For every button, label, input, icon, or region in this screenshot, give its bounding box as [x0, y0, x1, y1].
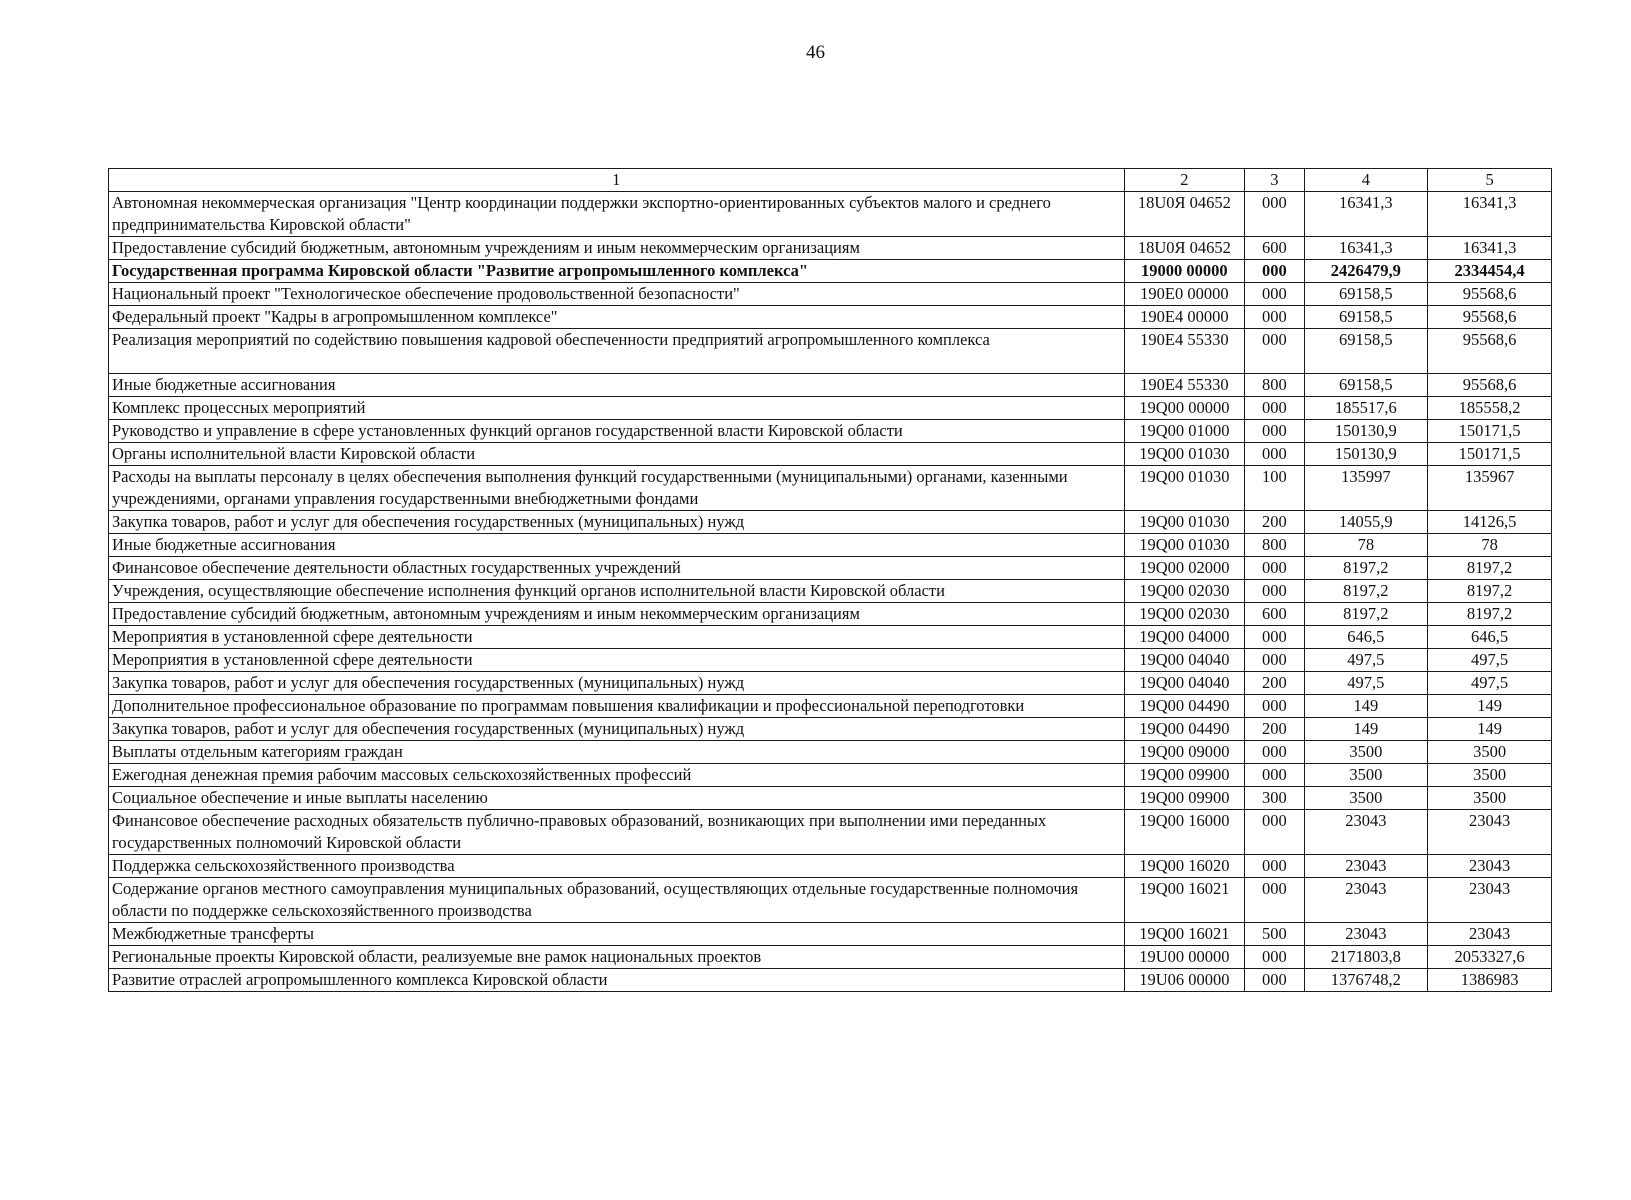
cell-expense-type: 000 — [1245, 420, 1304, 443]
cell-value-2: 23043 — [1428, 878, 1552, 923]
cell-expense-type: 600 — [1245, 603, 1304, 626]
cell-expense-type: 300 — [1245, 787, 1304, 810]
cell-name: Межбюджетные трансферты — [109, 923, 1125, 946]
cell-name: Содержание органов местного самоуправления муниципальных образований, осуществляющих отдельные государственные полномочия области по поддержке сельскохозяйственного производства — [109, 878, 1125, 923]
cell-value-2: 3500 — [1428, 741, 1552, 764]
table-body — [109, 192, 1552, 992]
cell-name: Иные бюджетные ассигнования — [109, 374, 1125, 397]
cell-code: 19Q00 09900 — [1124, 764, 1245, 787]
cell-expense-type: 800 — [1245, 534, 1304, 557]
cell-value-2: 646,5 — [1428, 626, 1552, 649]
table-row — [109, 420, 1552, 443]
cell-expense-type: 000 — [1245, 329, 1304, 374]
cell-value-1: 135997 — [1304, 466, 1428, 511]
cell-code: 190E4 55330 — [1124, 374, 1245, 397]
cell-name: Выплаты отдельным категориям граждан — [109, 741, 1125, 764]
cell-value-2: 1386983 — [1428, 969, 1552, 992]
table-row — [109, 260, 1552, 283]
cell-name: Региональные проекты Кировской области, реализуемые вне рамок национальных проектов — [109, 946, 1125, 969]
cell-value-1: 23043 — [1304, 878, 1428, 923]
cell-code: 19Q00 04000 — [1124, 626, 1245, 649]
cell-value-2: 149 — [1428, 695, 1552, 718]
cell-expense-type: 000 — [1245, 695, 1304, 718]
cell-value-1: 69158,5 — [1304, 374, 1428, 397]
cell-name: Мероприятия в установленной сфере деятельности — [109, 649, 1125, 672]
table-row — [109, 672, 1552, 695]
cell-value-1: 23043 — [1304, 810, 1428, 855]
cell-value-2: 16341,3 — [1428, 192, 1552, 237]
cell-value-2: 150171,5 — [1428, 443, 1552, 466]
cell-name: Предоставление субсидий бюджетным, автономным учреждениям и иным некоммерческим организациям — [109, 603, 1125, 626]
cell-value-2: 23043 — [1428, 923, 1552, 946]
cell-name: Финансовое обеспечение расходных обязательств публично-правовых образований, возникающих при выполнении ими переданных государственных полномочий Кировской области — [109, 810, 1125, 855]
cell-name: Национальный проект "Технологическое обеспечение продовольственной безопасности" — [109, 283, 1125, 306]
table-row — [109, 878, 1552, 923]
cell-value-1: 646,5 — [1304, 626, 1428, 649]
table-row — [109, 511, 1552, 534]
cell-expense-type: 000 — [1245, 649, 1304, 672]
table-row — [109, 534, 1552, 557]
cell-code: 190E0 00000 — [1124, 283, 1245, 306]
cell-name: Ежегодная денежная премия рабочим массовых сельскохозяйственных профессий — [109, 764, 1125, 787]
cell-value-1: 150130,9 — [1304, 420, 1428, 443]
table-row — [109, 374, 1552, 397]
cell-value-1: 497,5 — [1304, 672, 1428, 695]
column-header-value-2: 5 — [1428, 169, 1552, 192]
cell-name: Социальное обеспечение и иные выплаты населению — [109, 787, 1125, 810]
cell-expense-type: 500 — [1245, 923, 1304, 946]
cell-expense-type: 000 — [1245, 855, 1304, 878]
table-row — [109, 443, 1552, 466]
table-row — [109, 466, 1552, 511]
cell-code: 19Q00 09000 — [1124, 741, 1245, 764]
cell-value-2: 95568,6 — [1428, 374, 1552, 397]
cell-code: 19Q00 04490 — [1124, 695, 1245, 718]
cell-expense-type: 600 — [1245, 237, 1304, 260]
cell-name: Расходы на выплаты персоналу в целях обеспечения выполнения функций государственными (муниципальными) органами, казенными учреждениями, органами управления государственными внебюджетными фондами — [109, 466, 1125, 511]
cell-value-1: 3500 — [1304, 764, 1428, 787]
table-row — [109, 764, 1552, 787]
cell-name: Комплекс процессных мероприятий — [109, 397, 1125, 420]
cell-expense-type: 800 — [1245, 374, 1304, 397]
cell-code: 190E4 00000 — [1124, 306, 1245, 329]
cell-expense-type: 000 — [1245, 557, 1304, 580]
cell-value-1: 8197,2 — [1304, 603, 1428, 626]
cell-expense-type: 000 — [1245, 878, 1304, 923]
cell-name: Иные бюджетные ассигнования — [109, 534, 1125, 557]
cell-name: Мероприятия в установленной сфере деятельности — [109, 626, 1125, 649]
cell-expense-type: 000 — [1245, 810, 1304, 855]
column-header-name: 1 — [109, 169, 1125, 192]
table-row — [109, 969, 1552, 992]
cell-code: 19Q00 16021 — [1124, 923, 1245, 946]
cell-value-2: 95568,6 — [1428, 306, 1552, 329]
cell-code: 19Q00 16000 — [1124, 810, 1245, 855]
cell-value-1: 8197,2 — [1304, 557, 1428, 580]
cell-value-2: 3500 — [1428, 764, 1552, 787]
cell-expense-type: 000 — [1245, 626, 1304, 649]
cell-name: Автономная некоммерческая организация "Центр координации поддержки экспортно-ориентированных субъектов малого и среднего предпринимательства Кировской области" — [109, 192, 1125, 237]
cell-value-1: 14055,9 — [1304, 511, 1428, 534]
column-header-value-1: 4 — [1304, 169, 1428, 192]
cell-value-1: 497,5 — [1304, 649, 1428, 672]
table-row — [109, 741, 1552, 764]
cell-code: 19Q00 01030 — [1124, 443, 1245, 466]
cell-value-1: 78 — [1304, 534, 1428, 557]
cell-expense-type: 000 — [1245, 397, 1304, 420]
column-header-type: 3 — [1245, 169, 1304, 192]
cell-value-2: 185558,2 — [1428, 397, 1552, 420]
cell-value-1: 69158,5 — [1304, 329, 1428, 374]
cell-value-1: 8197,2 — [1304, 580, 1428, 603]
cell-value-2: 2334454,4 — [1428, 260, 1552, 283]
cell-value-2: 78 — [1428, 534, 1552, 557]
cell-expense-type: 000 — [1245, 443, 1304, 466]
cell-code: 19Q00 04040 — [1124, 649, 1245, 672]
cell-expense-type: 000 — [1245, 741, 1304, 764]
cell-value-1: 185517,6 — [1304, 397, 1428, 420]
cell-value-1: 149 — [1304, 718, 1428, 741]
cell-code: 19Q00 16020 — [1124, 855, 1245, 878]
cell-expense-type: 200 — [1245, 718, 1304, 741]
cell-value-2: 2053327,6 — [1428, 946, 1552, 969]
cell-code: 19Q00 01030 — [1124, 534, 1245, 557]
cell-expense-type: 000 — [1245, 969, 1304, 992]
table-row — [109, 626, 1552, 649]
cell-value-1: 2171803,8 — [1304, 946, 1428, 969]
cell-name: Финансовое обеспечение деятельности областных государственных учреждений — [109, 557, 1125, 580]
cell-expense-type: 000 — [1245, 192, 1304, 237]
table-row — [109, 580, 1552, 603]
cell-name: Руководство и управление в сфере установленных функций органов государственной власти Кировской области — [109, 420, 1125, 443]
cell-name: Государственная программа Кировской области "Развитие агропромышленного комплекса" — [109, 260, 1125, 283]
cell-value-1: 150130,9 — [1304, 443, 1428, 466]
cell-code: 19Q00 02030 — [1124, 603, 1245, 626]
cell-code: 19Q00 01030 — [1124, 466, 1245, 511]
cell-value-2: 150171,5 — [1428, 420, 1552, 443]
cell-value-2: 3500 — [1428, 787, 1552, 810]
cell-code: 19Q00 04040 — [1124, 672, 1245, 695]
table-row — [109, 649, 1552, 672]
cell-value-2: 8197,2 — [1428, 557, 1552, 580]
table-row — [109, 695, 1552, 718]
table-row — [109, 306, 1552, 329]
cell-value-1: 23043 — [1304, 855, 1428, 878]
cell-expense-type: 000 — [1245, 283, 1304, 306]
cell-value-1: 16341,3 — [1304, 192, 1428, 237]
cell-value-2: 16341,3 — [1428, 237, 1552, 260]
page-number: 46 — [806, 42, 825, 63]
cell-code: 19Q00 04490 — [1124, 718, 1245, 741]
cell-code: 18U0Я 04652 — [1124, 192, 1245, 237]
table-row — [109, 923, 1552, 946]
cell-name: Поддержка сельскохозяйственного производства — [109, 855, 1125, 878]
cell-code: 19Q00 00000 — [1124, 397, 1245, 420]
cell-value-1: 16341,3 — [1304, 237, 1428, 260]
table-row — [109, 603, 1552, 626]
cell-value-1: 3500 — [1304, 787, 1428, 810]
cell-code: 19U00 00000 — [1124, 946, 1245, 969]
cell-expense-type: 000 — [1245, 580, 1304, 603]
cell-name: Закупка товаров, работ и услуг для обеспечения государственных (муниципальных) нужд — [109, 718, 1125, 741]
cell-value-2: 8197,2 — [1428, 580, 1552, 603]
cell-name: Предоставление субсидий бюджетным, автономным учреждениям и иным некоммерческим организациям — [109, 237, 1125, 260]
cell-expense-type: 100 — [1245, 466, 1304, 511]
cell-value-1: 23043 — [1304, 923, 1428, 946]
table-header-row — [109, 169, 1552, 192]
cell-code: 19Q00 09900 — [1124, 787, 1245, 810]
cell-name: Федеральный проект "Кадры в агропромышленном комплексе" — [109, 306, 1125, 329]
table-row — [109, 329, 1552, 374]
cell-value-2: 23043 — [1428, 855, 1552, 878]
table-row — [109, 397, 1552, 420]
cell-name: Закупка товаров, работ и услуг для обеспечения государственных (муниципальных) нужд — [109, 672, 1125, 695]
cell-expense-type: 000 — [1245, 306, 1304, 329]
cell-code: 19000 00000 — [1124, 260, 1245, 283]
cell-expense-type: 200 — [1245, 511, 1304, 534]
table-row — [109, 192, 1552, 237]
cell-name: Развитие отраслей агропромышленного комплекса Кировской области — [109, 969, 1125, 992]
cell-code: 19Q00 01030 — [1124, 511, 1245, 534]
table-row — [109, 237, 1552, 260]
cell-value-1: 3500 — [1304, 741, 1428, 764]
cell-name: Реализация мероприятий по содействию повышения кадровой обеспеченности предприятий агропромышленного комплекса — [109, 329, 1125, 374]
budget-table — [108, 168, 1552, 992]
cell-name: Закупка товаров, работ и услуг для обеспечения государственных (муниципальных) нужд — [109, 511, 1125, 534]
cell-value-2: 23043 — [1428, 810, 1552, 855]
table-row — [109, 787, 1552, 810]
cell-value-2: 149 — [1428, 718, 1552, 741]
cell-value-2: 497,5 — [1428, 649, 1552, 672]
cell-value-2: 95568,6 — [1428, 329, 1552, 374]
cell-code: 19U06 00000 — [1124, 969, 1245, 992]
cell-value-1: 69158,5 — [1304, 306, 1428, 329]
cell-expense-type: 000 — [1245, 764, 1304, 787]
table-row — [109, 946, 1552, 969]
cell-expense-type: 200 — [1245, 672, 1304, 695]
cell-value-2: 497,5 — [1428, 672, 1552, 695]
cell-code: 19Q00 02030 — [1124, 580, 1245, 603]
cell-expense-type: 000 — [1245, 260, 1304, 283]
cell-value-2: 14126,5 — [1428, 511, 1552, 534]
cell-value-1: 1376748,2 — [1304, 969, 1428, 992]
cell-value-1: 149 — [1304, 695, 1428, 718]
table-row — [109, 718, 1552, 741]
cell-value-2: 8197,2 — [1428, 603, 1552, 626]
cell-code: 19Q00 02000 — [1124, 557, 1245, 580]
cell-name: Дополнительное профессиональное образование по программам повышения квалификации и профессиональной переподготовки — [109, 695, 1125, 718]
cell-value-1: 69158,5 — [1304, 283, 1428, 306]
cell-code: 18U0Я 04652 — [1124, 237, 1245, 260]
cell-code: 19Q00 01000 — [1124, 420, 1245, 443]
cell-name: Учреждения, осуществляющие обеспечение исполнения функций органов исполнительной власти Кировской области — [109, 580, 1125, 603]
cell-expense-type: 000 — [1245, 946, 1304, 969]
column-header-code: 2 — [1124, 169, 1245, 192]
cell-code: 19Q00 16021 — [1124, 878, 1245, 923]
cell-value-2: 135967 — [1428, 466, 1552, 511]
cell-code: 190E4 55330 — [1124, 329, 1245, 374]
table-row — [109, 283, 1552, 306]
table-row — [109, 855, 1552, 878]
cell-name: Органы исполнительной власти Кировской области — [109, 443, 1125, 466]
table-row — [109, 810, 1552, 855]
cell-value-2: 95568,6 — [1428, 283, 1552, 306]
table-row — [109, 557, 1552, 580]
cell-value-1: 2426479,9 — [1304, 260, 1428, 283]
